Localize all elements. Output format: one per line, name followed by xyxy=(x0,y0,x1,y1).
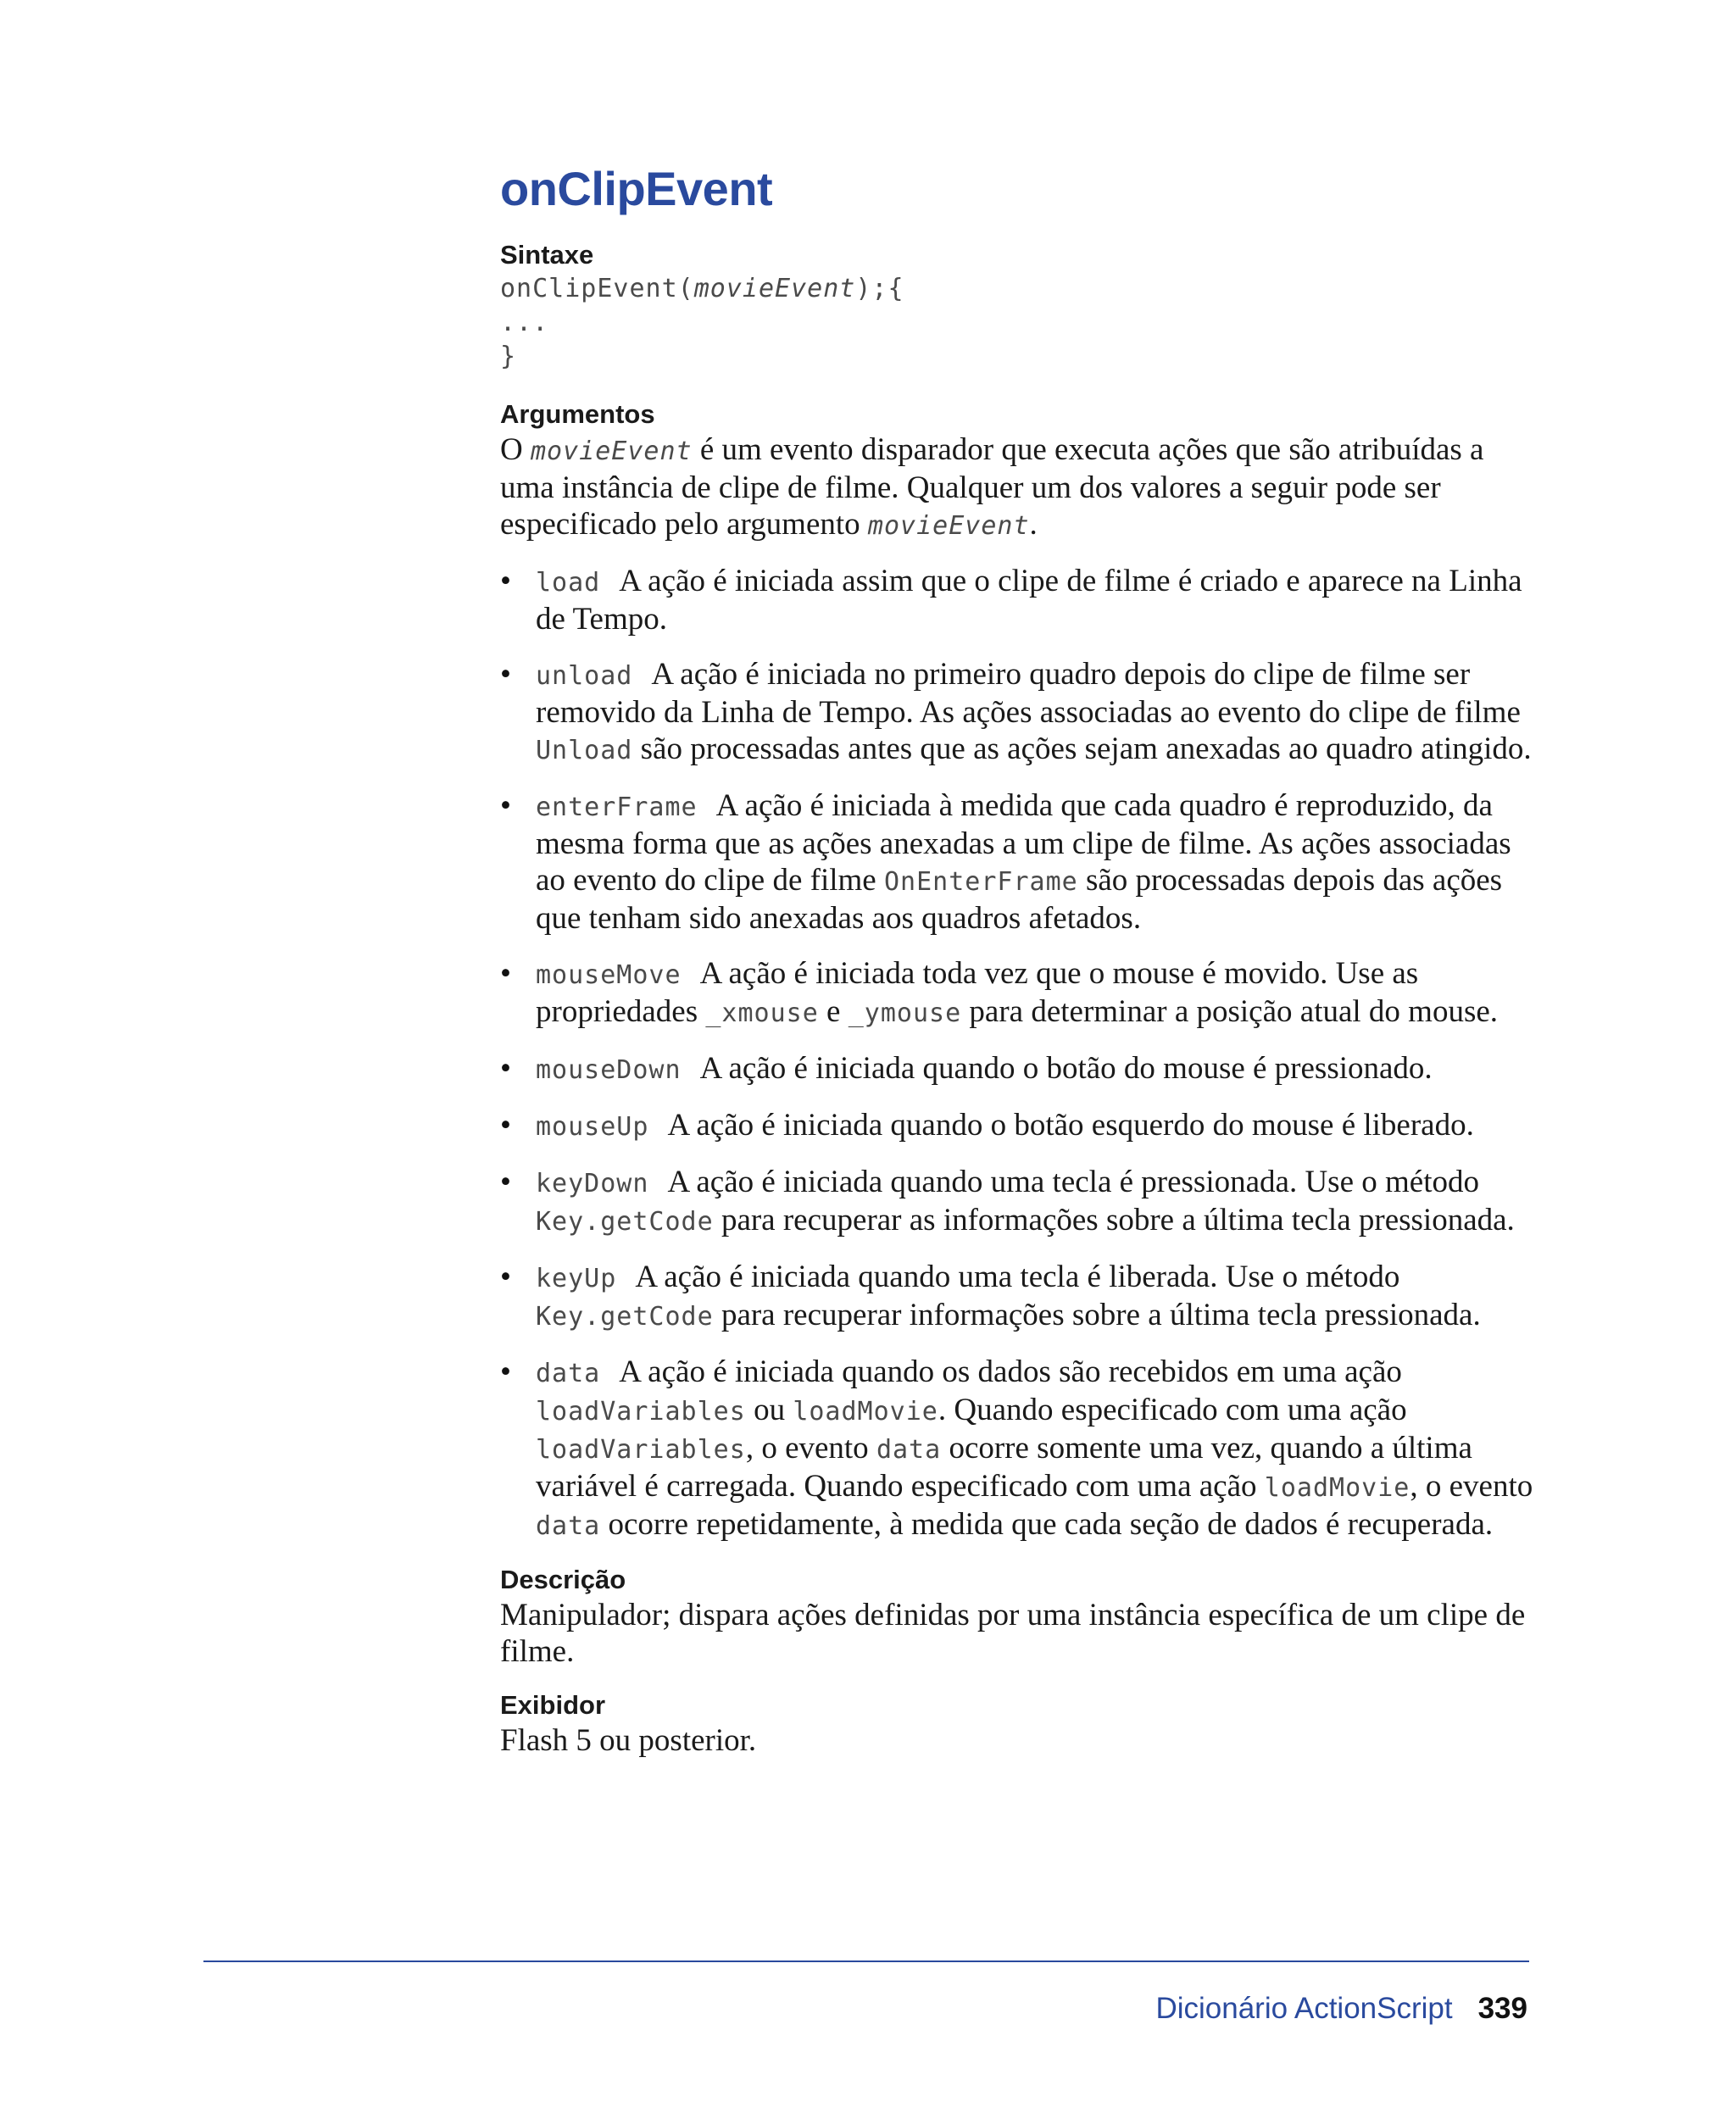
event-term: enterFrame xyxy=(536,793,698,822)
arguments-code-2: movieEvent xyxy=(867,511,1030,541)
syntax-heading: Sintaxe xyxy=(500,240,594,270)
event-term: mouseDown xyxy=(536,1055,682,1085)
event-item-mousemove xyxy=(500,955,1543,1032)
event-list xyxy=(500,563,1543,1544)
event-text: A ação é iniciada toda vez que o mouse é movido. Use as propriedades xyxy=(536,956,1419,1029)
event-text: são processadas antes que as ações sejam anexadas ao quadro atingido. xyxy=(632,731,1532,766)
bullet-icon: • xyxy=(500,564,511,598)
event-text: A ação é iniciada quando os dados são recebidos em uma ação xyxy=(619,1354,1402,1389)
event-text: ocorre somente uma vez, quando a última variável é carregada. Quando especificado com uma ação xyxy=(536,1431,1472,1504)
event-text: são processadas depois das ações que tenham sido anexadas aos quadros afetados. xyxy=(536,863,1503,936)
syntax-line2: ... xyxy=(500,308,549,337)
event-text: para recuperar as informações sobre a última tecla pressionada. xyxy=(713,1203,1515,1237)
event-item-mouseup xyxy=(500,1107,1543,1145)
player-heading: Exibidor xyxy=(500,1690,606,1720)
event-term: keyUp xyxy=(536,1264,617,1293)
syntax-line1-suffix: );{ xyxy=(855,274,904,303)
event-text: A ação é iniciada quando uma tecla é pressionada. Use o método xyxy=(667,1165,1479,1199)
syntax-line3: } xyxy=(500,342,517,371)
arguments-text-start: O xyxy=(500,432,531,467)
event-code: data xyxy=(536,1511,601,1541)
description-text: Manipulador; dispara ações definidas por uma instância específica de um clipe de filme. xyxy=(500,1598,1526,1669)
event-code: _ymouse xyxy=(848,998,962,1028)
arguments-paragraph xyxy=(500,431,1543,544)
event-text: A ação é iniciada à medida que cada quadro é reproduzido, da mesma forma que as ações anexadas a um clipe de filme. As ações associadas ao evento do clipe de filme xyxy=(536,788,1511,898)
syntax-code xyxy=(500,272,1543,374)
event-code: Unload xyxy=(536,736,633,765)
syntax-line1-arg: movieEvent xyxy=(693,274,856,303)
page-title: onClipEvent xyxy=(500,162,773,215)
event-code: Key.getCode xyxy=(536,1207,714,1237)
arguments-code: movieEvent xyxy=(530,437,693,466)
event-code: loadVariables xyxy=(536,1397,746,1427)
bullet-icon: • xyxy=(500,1051,511,1086)
event-text: ocorre repetidamente, à medida que cada seção de dados é recuperada. xyxy=(600,1507,1494,1542)
page-footer xyxy=(1155,1992,1527,2026)
arguments-text-mid: é um evento disparador que executa ações que são atribuídas a uma instância de clipe de filme. Qualquer um dos valores a seguir pode ser especificado pelo argumento xyxy=(500,432,1484,542)
event-text: , o evento xyxy=(745,1431,876,1466)
player-text: Flash 5 ou posterior. xyxy=(500,1723,757,1758)
event-code: data xyxy=(876,1435,942,1465)
event-text: ou xyxy=(745,1393,793,1427)
event-term: load xyxy=(536,568,601,598)
arguments-text-end: . xyxy=(1029,507,1038,542)
event-code: OnEnterFrame xyxy=(883,867,1078,897)
event-term: unload xyxy=(536,661,633,691)
event-term: mouseMove xyxy=(536,960,682,990)
event-code: Key.getCode xyxy=(536,1302,714,1332)
event-text: e xyxy=(818,994,849,1029)
event-code: loadMovie xyxy=(793,1397,938,1427)
event-text: para recuperar informações sobre a última tecla pressionada. xyxy=(713,1298,1481,1332)
event-text: A ação é iniciada no primeiro quadro depois do clipe de filme ser removido da Linha de Tempo. As ações associadas ao evento do clipe de filme xyxy=(536,657,1521,730)
event-item-load xyxy=(500,563,1543,637)
event-text: A ação é iniciada quando o botão esquerdo do mouse é liberado. xyxy=(667,1108,1474,1143)
event-item-enterframe xyxy=(500,787,1543,937)
syntax-line1-prefix: onClipEvent( xyxy=(500,274,694,303)
event-term: mouseUp xyxy=(536,1112,649,1142)
page-number: 339 xyxy=(1477,1992,1527,2025)
event-item-unload xyxy=(500,656,1543,769)
bullet-icon: • xyxy=(500,956,511,991)
bullet-icon: • xyxy=(500,788,511,823)
event-text: , o evento xyxy=(1410,1469,1533,1504)
event-text: A ação é iniciada quando o botão do mouse é pressionado. xyxy=(699,1051,1433,1086)
bullet-icon: • xyxy=(500,1354,511,1389)
description-heading: Descrição xyxy=(500,1565,626,1594)
document-body xyxy=(500,161,1543,1777)
event-item-keydown xyxy=(500,1164,1543,1240)
bullet-icon: • xyxy=(500,1260,511,1294)
event-item-keyup xyxy=(500,1259,1543,1335)
arguments-heading: Argumentos xyxy=(500,399,655,429)
event-term: data xyxy=(536,1359,601,1388)
event-text: para determinar a posição atual do mouse. xyxy=(961,994,1499,1029)
bullet-icon: • xyxy=(500,657,511,692)
event-code: loadMovie xyxy=(1264,1473,1410,1503)
event-text: A ação é iniciada assim que o clipe de filme é criado e aparece na Linha de Tempo. xyxy=(536,564,1522,637)
event-term: keyDown xyxy=(536,1169,649,1199)
event-code: _xmouse xyxy=(705,998,819,1028)
bullet-icon: • xyxy=(500,1108,511,1143)
event-text: . Quando especificado com uma ação xyxy=(938,1393,1407,1427)
footer-rule xyxy=(203,1960,1529,1962)
event-item-mousedown xyxy=(500,1050,1543,1088)
event-code: loadVariables xyxy=(536,1435,746,1465)
event-item-data xyxy=(500,1354,1543,1544)
event-text: A ação é iniciada quando uma tecla é liberada. Use o método xyxy=(635,1260,1400,1294)
bullet-icon: • xyxy=(500,1165,511,1199)
footer-section-title: Dicionário ActionScript xyxy=(1155,1992,1453,2025)
